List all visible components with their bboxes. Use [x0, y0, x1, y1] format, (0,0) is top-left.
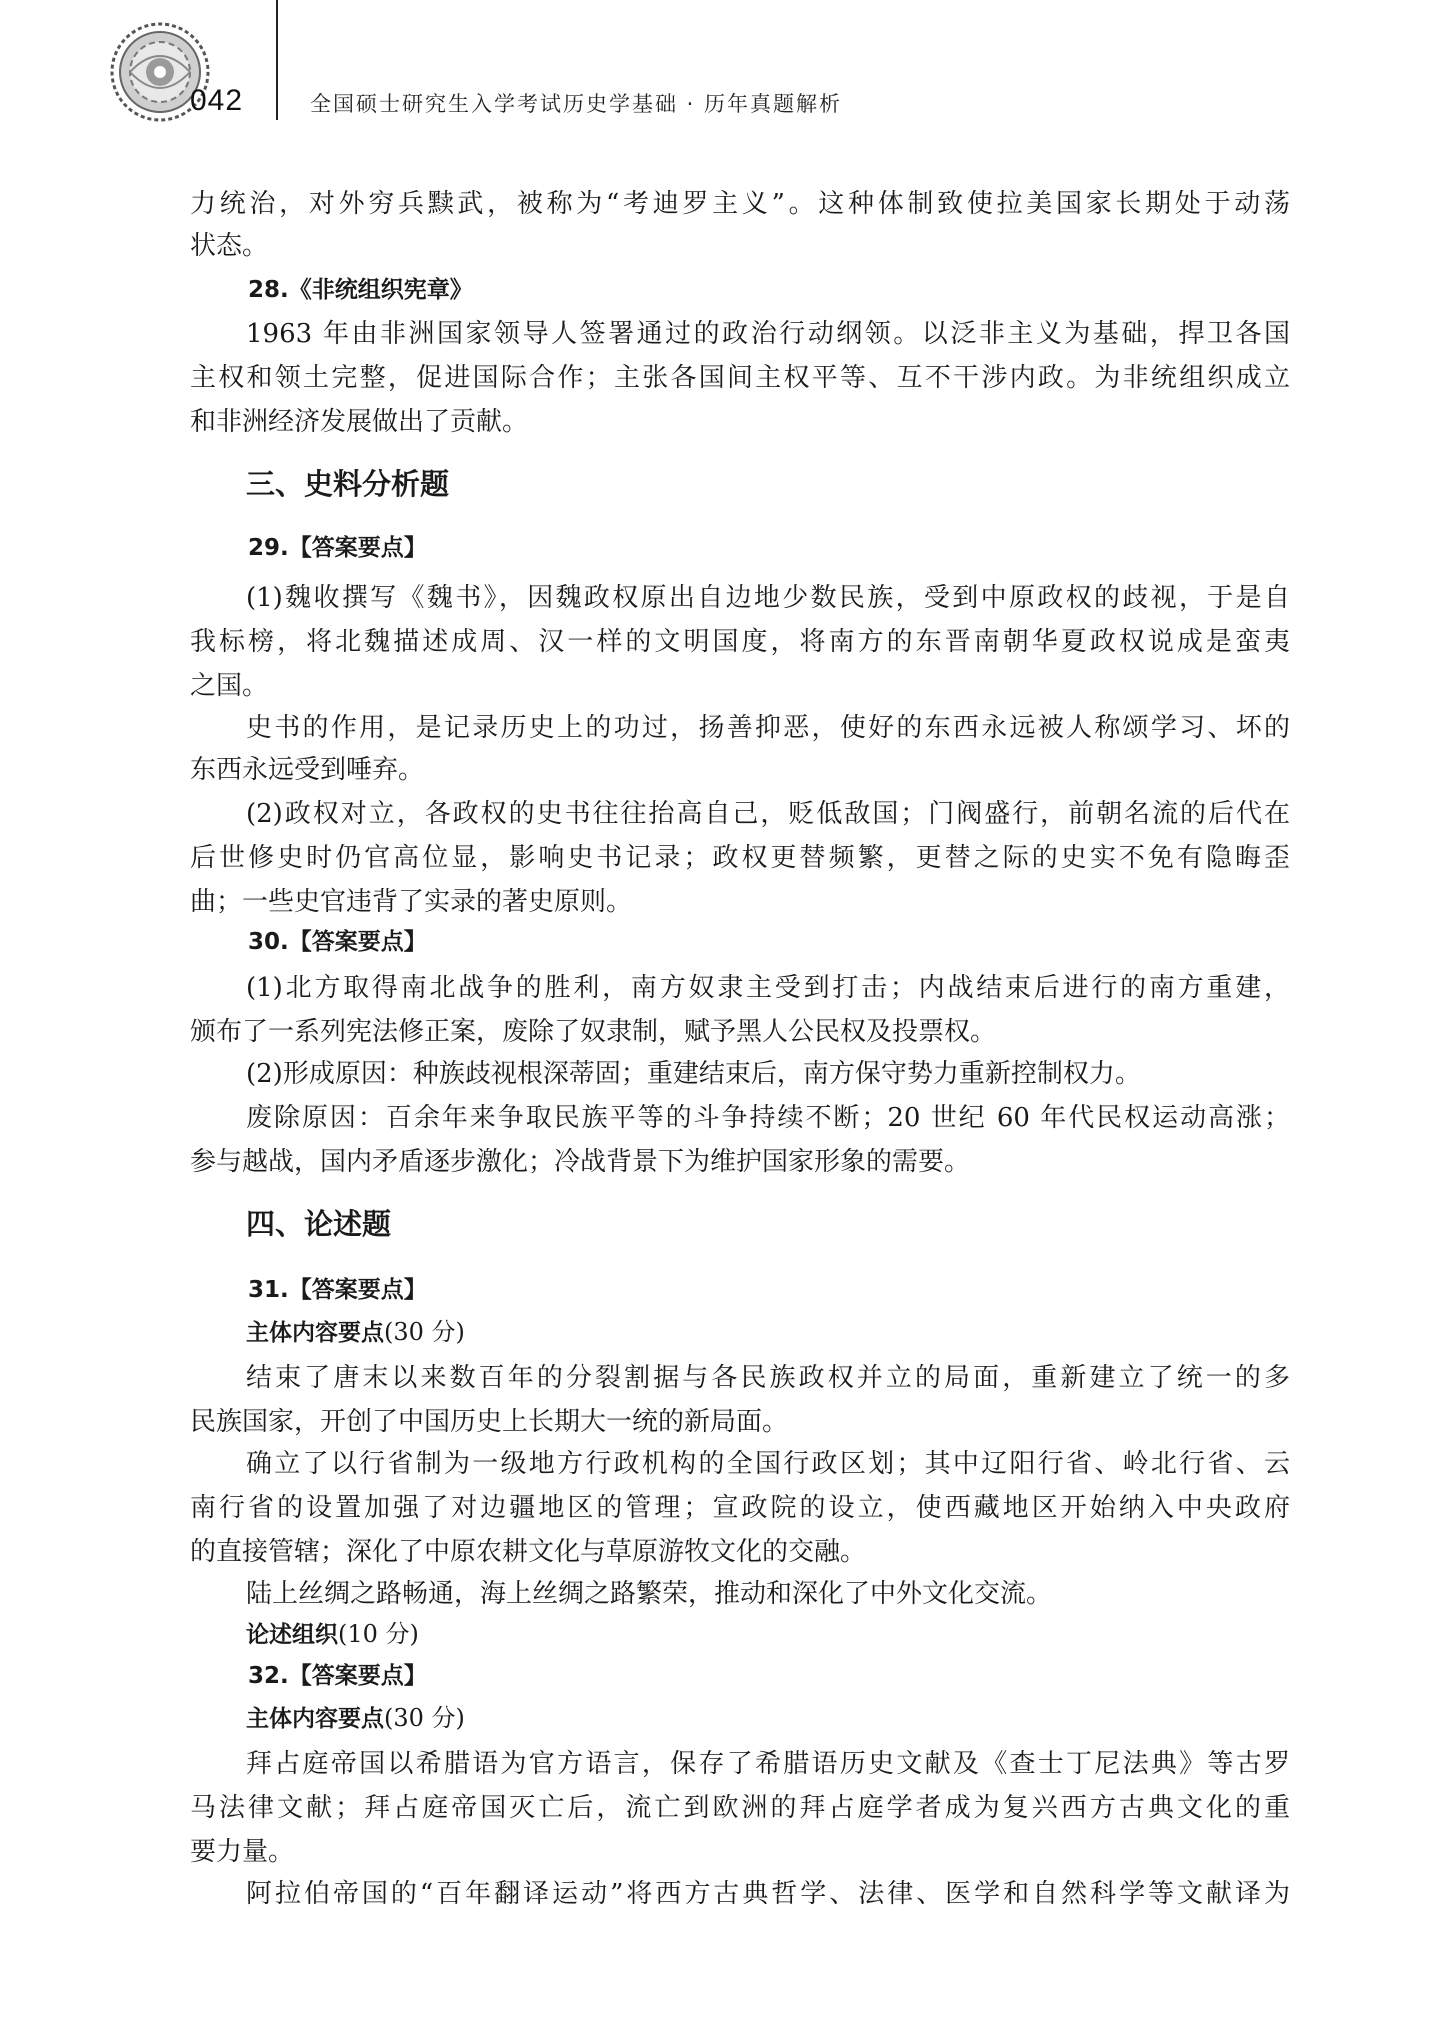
text-line: 1963 年由非洲国家领导人签署通过的政治行动纲领。以泛非主义为基础，捍卫各国: [246, 319, 1290, 349]
answer-heading: 31.【答案要点】: [248, 1277, 427, 1303]
text-line: 东西永远受到唾弃。: [190, 755, 425, 785]
text-line: 力统治，对外穷兵黩武，被称为“考迪罗主义”。这种体制致使拉美国家长期处于动荡: [190, 189, 1290, 219]
text-line: 拜占庭帝国以希腊语为官方语言，保存了希腊语历史文献及《查士丁尼法典》等古罗: [246, 1749, 1290, 1779]
text-line: 史书的作用，是记录历史上的功过，扬善抑恶，使好的东西永远被人称颂学习、坏的: [246, 713, 1290, 743]
text-line: 参与越战，国内矛盾逐步激化；冷战背景下为维护国家形象的需要。: [190, 1147, 971, 1177]
score-value: (10 分): [338, 1620, 419, 1648]
text-line: 南行省的设置加强了对边疆地区的管理；宣政院的设立，使西藏地区开始纳入中央政府: [190, 1493, 1290, 1523]
text-line: 状态。: [190, 231, 269, 261]
score-value: (30 分): [384, 1704, 465, 1732]
text-line: 马法律文献；拜占庭帝国灭亡后，流亡到欧洲的拜占庭学者成为复兴西方古典文化的重: [190, 1793, 1290, 1823]
book-title: 全国硕士研究生入学考试历史学基础 · 历年真题解析: [310, 92, 843, 116]
section-title: 三、史料分析题: [246, 467, 450, 501]
text-line: 陆上丝绸之路畅通，海上丝绸之路繁荣，推动和深化了中外文化交流。: [246, 1579, 1053, 1609]
score-subheading: [246, 1700, 465, 1737]
text-line: 确立了以行省制为一级地方行政机构的全国行政区划；其中辽阳行省、岭北行省、云: [246, 1449, 1290, 1479]
subheading-label: 论述组织: [246, 1622, 338, 1648]
score-value: (30 分): [384, 1318, 465, 1346]
text-line: (1)北方取得南北战争的胜利，南方奴隶主受到打击；内战结束后进行的南方重建，: [246, 973, 1290, 1003]
text-line: 要力量。: [190, 1837, 295, 1867]
text-line: 结束了唐末以来数百年的分裂割据与各民族政权并立的局面，重新建立了统一的多: [246, 1363, 1290, 1393]
score-subheading: [246, 1616, 419, 1653]
page-number: 042: [190, 84, 244, 117]
text-line: 之国。: [190, 671, 269, 701]
answer-heading: 29.【答案要点】: [248, 535, 427, 561]
text-line: 我标榜，将北魏描述成周、汉一样的文明国度，将南方的东晋南朝华夏政权说成是蛮夷: [190, 627, 1290, 657]
text-line: (2)形成原因：种族歧视根深蒂固；重建结束后，南方保守势力重新控制权力。: [246, 1059, 1141, 1089]
text-line: (2)政权对立，各政权的史书往往抬高自己，贬低敌国；门阀盛行，前朝名流的后代在: [246, 799, 1290, 829]
text-line: 主权和领土完整，促进国际合作；主张各国间主权平等、互不干涉内政。为非统组织成立: [190, 363, 1290, 393]
subheading-label: 主体内容要点: [246, 1706, 384, 1732]
answer-heading: 30.【答案要点】: [248, 929, 427, 955]
text-line: 颁布了一系列宪法修正案，废除了奴隶制，赋予黑人公民权及投票权。: [190, 1017, 997, 1047]
text-line: 和非洲经济发展做出了贡献。: [190, 407, 529, 437]
text-line: 废除原因：百余年来争取民族平等的斗争持续不断；20 世纪 60 年代民权运动高涨；: [246, 1103, 1290, 1133]
text-line: 民族国家，开创了中国历史上长期大一统的新局面。: [190, 1407, 789, 1437]
text-line: 后世修史时仍官高位显，影响史书记录；政权更替频繁，更替之际的史实不免有隐晦歪: [190, 843, 1290, 873]
section-title: 四、论述题: [246, 1207, 392, 1241]
text-line: 阿拉伯帝国的“百年翻译运动”将西方古典哲学、法律、医学和自然科学等文献译为: [246, 1879, 1290, 1909]
text-line: 曲；一些史官违背了实录的著史原则。: [190, 887, 633, 917]
term-heading: 28.《非统组织宪章》: [248, 277, 473, 303]
text-line: 的直接管辖；深化了中原农耕文化与草原游牧文化的交融。: [190, 1537, 867, 1567]
text-line: (1)魏收撰写《魏书》，因魏政权原出自边地少数民族，受到中原政权的歧视，于是自: [246, 583, 1290, 613]
score-subheading: [246, 1314, 465, 1351]
answer-heading: 32.【答案要点】: [248, 1663, 427, 1689]
subheading-label: 主体内容要点: [246, 1320, 384, 1346]
